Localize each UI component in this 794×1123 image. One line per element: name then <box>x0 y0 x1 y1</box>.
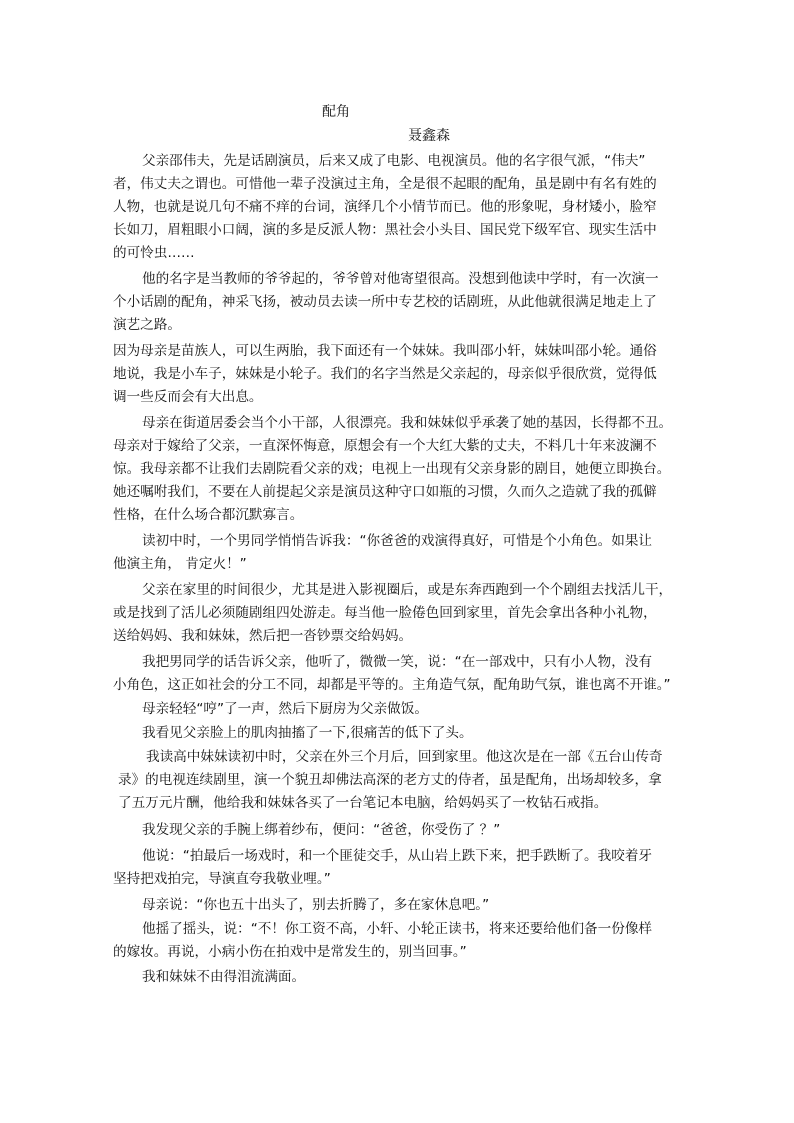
text-line: 他说：“拍最后一场戏时，和一个匪徒交手，从山岩上跌下来，把手跌断了。我咬着牙 <box>142 848 653 864</box>
text-line: 调一些反而会有大出息。 <box>113 389 263 405</box>
text-line: 送给妈妈、我和妹妹，然后把一沓钞票交给妈妈。 <box>113 628 413 644</box>
text-line: 的可怜虫…… <box>113 245 195 261</box>
text-line: 者，伟丈夫之谓也。可惜他一辈子没演过主角，全是很不起眼的配角，虽是剧中有名有姓的 <box>113 176 657 192</box>
text-line: 她还嘱咐我们，不要在人前提起父亲是演员这种守口如瓶的习惯，久而久之造就了我的孤僻 <box>113 484 657 500</box>
text-line: 性格，在什么场合都沉默寡言。 <box>113 507 304 523</box>
text-line: 母亲轻轻“哼”了一声，然后下厨房为父亲做饭。 <box>142 701 428 717</box>
text-line: 人物，也就是说几句不痛不痒的台词，演绎几个小情节而已。他的形象呢，身材矮小，脸窄 <box>113 199 657 215</box>
text-line: 因为母亲是苗族人，可以生两胎，我下面还有一个妹妹。我叫邵小轩，妹妹叫邵小轮。通俗 <box>113 343 657 359</box>
text-line: 地说，我是小车子，妹妹是小轮子。我们的名字当然是父亲起的，母亲似乎很欣赏，觉得低 <box>113 366 657 382</box>
text-line: 我和妹妹不由得泪流满面。 <box>142 969 306 985</box>
text-line: 母亲在街道居委会当个小干部，人很漂亮。我和妹妹似乎承袭了她的基因，长得都不丑。 <box>142 415 673 431</box>
text-line: 他的名字是当教师的爷爷起的，爷爷曾对他寄望很高。没想到他读中学时，有一次演一 <box>142 271 659 287</box>
text-line: 演艺之路。 <box>113 317 181 333</box>
text-line: 个小话剧的配角，神采飞扬，被动员去读一所中专艺校的话剧班，从此他就很满足地走上了 <box>113 294 657 310</box>
text-line: 父亲邵伟夫，先是话剧演员，后来又成了电影、电视演员。他的名字很气派，“伟夫” <box>142 153 646 169</box>
text-line: 我发现父亲的手腕上绑着纱布，便问：“爸爸，你受伤了 ？” <box>142 822 501 838</box>
text-line: 录》的电视连续剧里，演一个貌丑却佛法高深的老方丈的侍者，虽是配角，出场却较多，拿 <box>118 772 662 788</box>
text-line: 了五万元片酬，他给我和妹妹各买了一台笔记本电脑，给妈妈买了一枚钻石戒指。 <box>118 795 608 811</box>
text-line: 他摇了摇头，说：“不！你工资不高，小轩、小轮正读书，将来还要给他们备一份像样 <box>142 921 653 937</box>
text-line: 读初中时，一个男同学悄悄告诉我：“你爸爸的戏演得真好，可惜是个小角色。如果让 <box>142 533 653 549</box>
text-line: 我读高中妹妹读初中时，父亲在外三个月后，回到家里。他这次是在一部《五台山传奇 <box>146 749 663 765</box>
text-line: 小角色，这正如社会的分工不同，却都是平等的。主角造气氛，配角助气氛，谁也离不开谁。” <box>113 677 671 693</box>
text-line: 或是找到了活儿必须随剧组四处游走。每当他一脸倦色回到家里，首先会拿出各种小礼物， <box>113 605 657 621</box>
text-line: 长如刀，眉粗眼小口阔，演的多是反派人物：黑社会小头目、国民党下级军官、现实生活中 <box>113 222 657 238</box>
text-line: 母亲对于嫁给了父亲，一直深怀悔意，原想会有一个大红大紫的丈夫，不料几十年来波澜不 <box>113 438 657 454</box>
article-author: 聂鑫森 <box>408 128 450 144</box>
article-title: 配角 <box>322 104 350 120</box>
text-line: 父亲在家里的时间很少，尤其是进入影视圈后，或是东奔西跑到一个个剧组去找活儿干， <box>142 582 673 598</box>
text-line: 他演主角， 肯定火！” <box>113 556 247 572</box>
text-line: 惊。我母亲都不让我们去剧院看父亲的戏；电视上一出现有父亲身影的剧目，她便立即换台。 <box>113 461 671 477</box>
text-line: 坚持把戏拍完，导演直夸我敬业哩。” <box>113 871 331 887</box>
text-line: 我把男同学的话告诉父亲，他听了，微微一笑，说：“在一部戏中，只有小人物，没有 <box>142 654 653 670</box>
text-line: 母亲说：“你也五十出头了，别去折腾了，多在家休息吧。” <box>142 897 490 913</box>
text-line: 我看见父亲脸上的肌肉抽搐了一下,很痛苦的低下了头。 <box>142 725 473 741</box>
text-line: 的嫁妆。再说，小病小伤在拍戏中是常发生的，别当回事。” <box>113 944 467 960</box>
